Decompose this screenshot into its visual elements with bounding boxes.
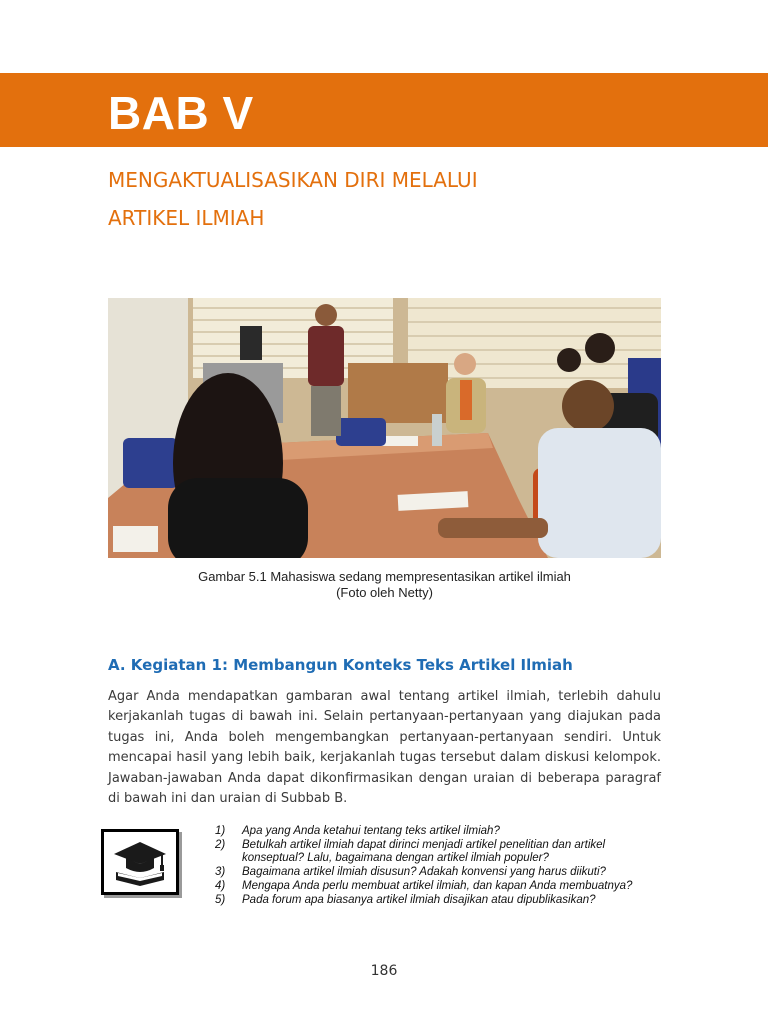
chapter-subtitle-line-2: ARTIKEL ILMIAH: [108, 206, 265, 230]
list-item-number: 4): [215, 879, 226, 892]
page-number: 186: [370, 963, 398, 979]
list-item-number: 5): [215, 893, 226, 906]
classroom-photo: [108, 298, 661, 558]
list-item: [215, 880, 665, 893]
question-list: [215, 825, 665, 908]
intro-paragraph: Agar Anda mendapatkan gambaran awal tentang artikel ilmiah, terlebih dahulu kerjakanlah tugas di bawah ini. Selain pertanyaan-pertanyaan yang diajukan pada tugas ini, Anda boleh mengembangkan pertanyaan-pertanyaan sendiri. Untuk mencapai hasil yang lebih baik, kerjakanlah tugas tersebut dalam diskusi kelompok. Jawaban-jawaban Anda dapat dikonfirmasikan dengan uraian di beberapa paragraf di bawah ini dan uraian di Subbab B.: [108, 689, 661, 807]
list-item-text: Betulkah artikel ilmiah dapat dirinci menjadi artikel penelitian dan artikel konseptual? Lalu, bagaimana dengan artikel ilmiah populer?: [242, 839, 606, 864]
figure-caption-line-1: Gambar 5.1 Mahasiswa sedang mempresentasikan artikel ilmiah: [198, 569, 571, 584]
list-item: [215, 866, 665, 879]
list-item-number: 3): [215, 865, 226, 878]
list-item-number: 1): [215, 825, 226, 837]
list-item: [215, 839, 665, 864]
chapter-subtitle: [108, 161, 668, 237]
graduation-cap-on-book-icon: [101, 829, 179, 895]
list-item: [215, 894, 665, 907]
list-item-text: Apa yang Anda ketahui tentang teks artikel ilmiah?: [242, 825, 500, 837]
list-item-text: Bagaimana artikel ilmiah disusun? Adakah konvensi yang harus diikuti?: [242, 865, 606, 878]
list-item-text: Mengapa Anda perlu membuat artikel ilmiah, dan kapan Anda membuatnya?: [242, 879, 633, 892]
figure-caption: [108, 569, 661, 601]
list-item: [215, 825, 665, 838]
list-item-text: Pada forum apa biasanya artikel ilmiah disajikan atau dipublikasikan?: [242, 893, 596, 906]
section-heading: A. Kegiatan 1: Membangun Konteks Teks Artikel Ilmiah: [108, 656, 573, 674]
chapter-subtitle-line-1: MENGAKTUALISASIKAN DIRI MELALUI: [108, 168, 478, 192]
list-item-number: 2): [215, 839, 226, 852]
figure-caption-line-2: (Foto oleh Netty): [336, 585, 433, 600]
chapter-title: BAB V: [108, 87, 254, 139]
